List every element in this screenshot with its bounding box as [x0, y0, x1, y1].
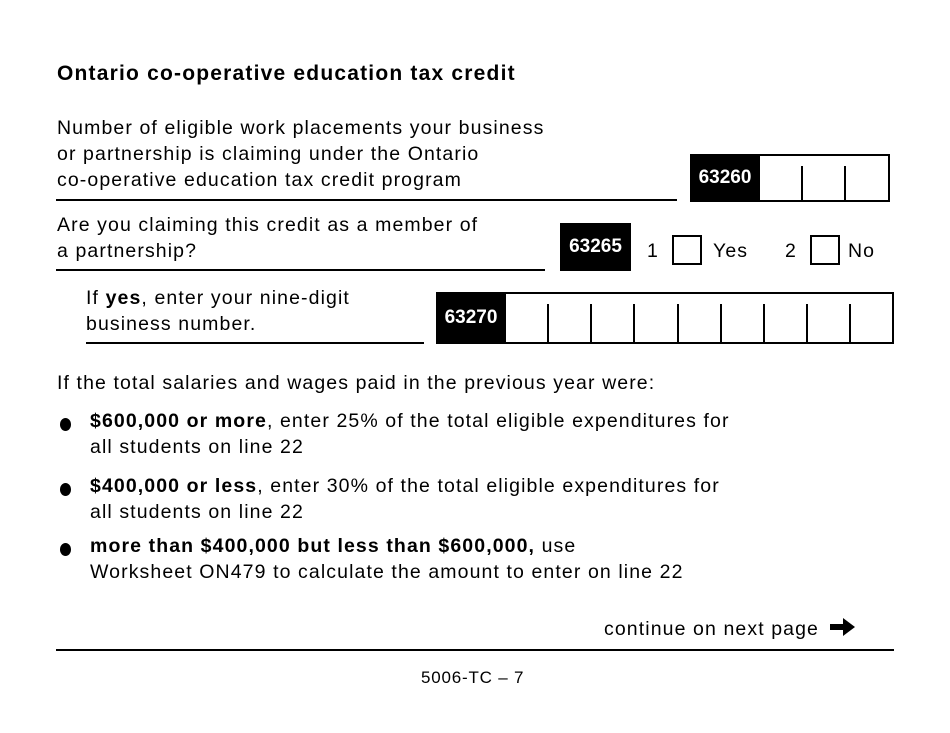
instructions-intro: If the total salaries and wages paid in the previous year were:	[57, 372, 656, 394]
business-number-underline	[86, 342, 424, 344]
field-code-63270: 63270	[436, 292, 506, 344]
cell-divider	[849, 304, 851, 342]
cell-divider	[677, 304, 679, 342]
business-number-label	[86, 285, 350, 337]
business-number-input[interactable]	[506, 292, 894, 344]
section-title: Ontario co-operative education tax credit	[57, 62, 516, 85]
partnership-label-line-1: Are you claiming this credit as a member of	[57, 214, 479, 236]
bullet-icon	[60, 483, 71, 496]
placements-label	[57, 115, 544, 193]
business-number-label-line-1: If yes, enter your nine-digit	[86, 287, 350, 309]
placements-label-line-2: or partnership is claiming under the Ontario	[57, 143, 480, 165]
footer-rule	[56, 649, 894, 651]
cell-divider	[801, 166, 803, 200]
placements-label-line-1: Number of eligible work placements your business	[57, 117, 545, 139]
page-number: 5006-TC – 7	[421, 668, 525, 687]
cell-divider	[844, 166, 846, 200]
cell-divider	[547, 304, 549, 342]
partnership-label-line-2: a partnership?	[57, 240, 198, 262]
no-checkbox[interactable]	[810, 235, 840, 265]
continue-next-page	[604, 616, 856, 642]
partnership-label	[57, 212, 478, 264]
placements-input[interactable]	[760, 154, 890, 202]
business-number-label-line-2: business number.	[86, 313, 257, 335]
instruction-bullet-3: more than $400,000 but less than $600,000, use Worksheet ON479 to calculate the amount to enter on line 22	[90, 535, 684, 583]
instruction-bullet-1: $600,000 or more, enter 25% of the total eligible expenditures for all students on line 22	[90, 410, 730, 458]
field-code-63265: 63265	[560, 223, 631, 271]
placements-underline	[56, 199, 677, 201]
instruction-bullet-2: $400,000 or less, enter 30% of the total eligible expenditures for all students on line 22	[90, 475, 720, 523]
option-no-label: No	[848, 240, 876, 262]
option-yes-number: 1	[647, 240, 659, 262]
cell-divider	[806, 304, 808, 342]
partnership-underline	[56, 269, 545, 271]
continue-text: continue on next page	[604, 618, 820, 640]
arrow-right-icon	[828, 616, 856, 638]
bullet-icon	[60, 543, 71, 556]
cell-divider	[590, 304, 592, 342]
placements-label-line-3: co-operative education tax credit program	[57, 169, 462, 191]
yes-checkbox[interactable]	[672, 235, 702, 265]
option-no-number: 2	[785, 240, 797, 262]
cell-divider	[763, 304, 765, 342]
cell-divider	[633, 304, 635, 342]
cell-divider	[720, 304, 722, 342]
bullet-icon	[60, 418, 71, 431]
field-code-63260: 63260	[690, 154, 760, 202]
option-yes-label: Yes	[713, 240, 749, 262]
